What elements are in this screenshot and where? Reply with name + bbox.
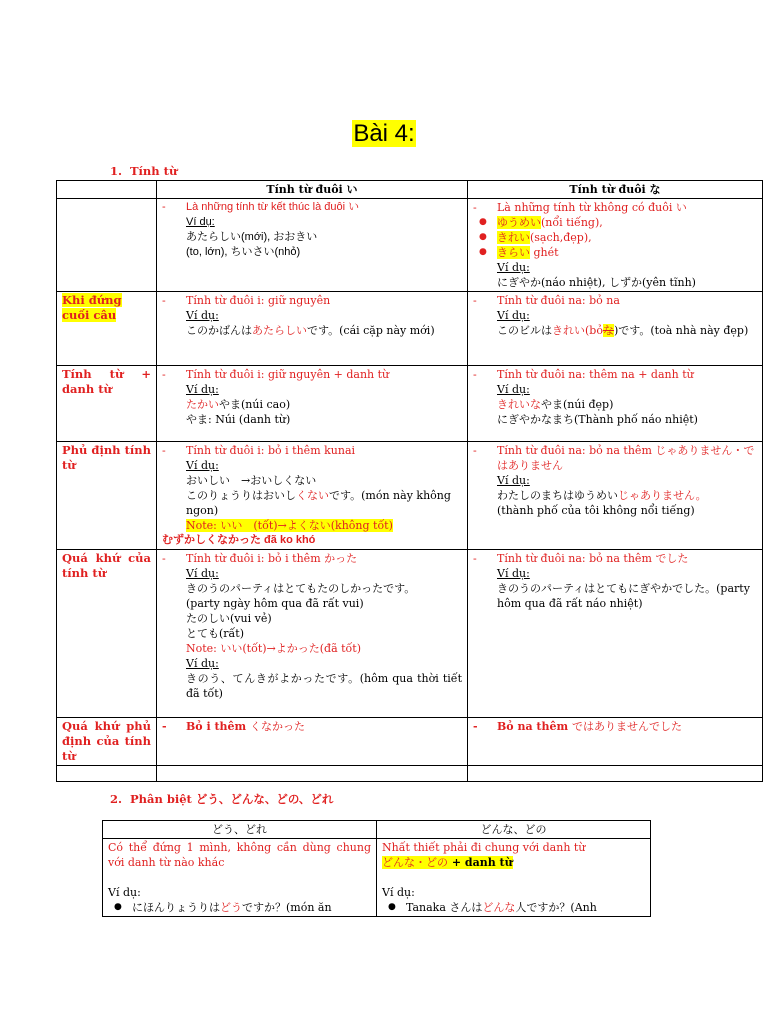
cell-na-negative: - Tính từ đuôi na: bỏ na thêm じゃありません・ではありません Ví dụ: わたしのまちはゆうめいじゃありません。 (thành phố của tôi không nổi tiếng)	[468, 442, 763, 550]
table-header-row	[57, 181, 763, 199]
adjective-table	[56, 180, 763, 782]
cell-na-definition: - Là những tính từ không có đuôi い ● ゆうめい(nổi tiếng), ● きれい(sạch,đẹp), ● きらい ghét Ví dụ: にぎやか(náo nhiệt), しずか(yên tĩnh)	[468, 199, 763, 292]
table-row-negative: Phủ định tính từ - Tính từ đuôi i: bỏ i thêm kunai Ví dụ: おいしい →おいしくない このりょうりはおいしくないです。(món này không ngon) Note: いい (tốt)→よくない(không tốt) むずかしくなかった đã ko khó - Tính từ đuôi na: bỏ na thêm じゃありません・ではありません Ví dụ: わたしのまちはゆうめいじゃありません。 (thành phố của tôi không nổi tiếng)	[57, 442, 763, 550]
cell-dou-dore: Có thể đứng 1 mình, không cần dùng chung với danh từ nào khác Ví dụ: ● にほんりょうりはどうですか？(món ăn	[103, 839, 377, 917]
cell-i-noun: - Tính từ đuôi i: giữ nguyên + danh từ Ví dụ: たかいやま(núi cao) やま: Núi (danh từ)	[157, 366, 468, 442]
table2-header-row	[103, 821, 651, 839]
cell-na-past: - Tính từ đuôi na: bỏ na thêm でした Ví dụ: きのうのパーティはとてもにぎやかでした。(party hôm qua đã rất náo nhiệt)	[468, 550, 763, 718]
table-row-past-negative: Quá khứ phủ định của tính từ - Bỏ i thêm くなかった - Bỏ na thêm ではありませんでした	[57, 718, 763, 766]
table-row-adjective-noun: Tính từ + danh từ - Tính từ đuôi i: giữ nguyên + danh từ Ví dụ: たかいやま(núi cao) やま: Núi (danh từ) - Tính từ đuôi na: thêm na + danh từ Ví dụ: きれいなやま(núi đẹp) にぎやかなまち(Thành phố náo nhiệt)	[57, 366, 763, 442]
cell-na-end: - Tính từ đuôi na: bỏ na Ví dụ: このビルはきれい(bỏな)です。(toà nhà này đẹp)	[468, 292, 763, 366]
table-row-definition	[57, 199, 763, 292]
cell-i-past: - Tính từ đuôi i: bỏ i thêm かった Ví dụ: きのうのパーティはとてもたのしかったです。 (party ngày hôm qua đã rất vui) たのしい(vui vẻ) とても(rất) Note: いい(tốt)→よかった(đã tốt) Ví dụ: きのう、てんきがよかったです。(hôm qua thời tiết đã tốt)	[157, 550, 468, 718]
section-2-heading: 2. Phân biệt どう、どんな、どの、どれ	[110, 792, 334, 806]
cell-na-past-negative: - Bỏ na thêm ではありませんでした	[468, 718, 763, 766]
cell-na-noun: - Tính từ đuôi na: thêm na + danh từ Ví dụ: きれいなやま(núi đẹp) にぎやかなまち(Thành phố náo nhiệt)	[468, 366, 763, 442]
col-dou-dore: どう、どれ	[103, 821, 377, 839]
cell-donna-dono: Nhất thiết phải đi chung với danh từ どんな・どの + danh từ Ví dụ: ● Tanaka さんはどんな人ですか？(Anh	[377, 839, 651, 917]
col-i-adjective: Tính từ đuôi い	[157, 181, 468, 199]
cell-i-definition: - Là những tính từ kết thúc là đuôi い Ví dụ: あたらしい(mới), おおきい (to, lớn), ちいさい(nhỏ)	[157, 199, 468, 292]
cell-i-end: - Tính từ đuôi i: giữ nguyên Ví dụ: このかばんはあたらしいです。(cái cặp này mới)	[157, 292, 468, 366]
cell-i-negative: - Tính từ đuôi i: bỏ i thêm kunai Ví dụ: おいしい →おいしくない このりょうりはおいしくないです。(món này không ngon) Note: いい (tốt)→よくない(không tốt) むずかしくなかった đã ko khó	[157, 442, 468, 550]
cell-i-past-negative: - Bỏ i thêm くなかった	[157, 718, 468, 766]
page-title: Bài 4:	[353, 120, 415, 147]
col-donna-dono: どんな、どの	[377, 821, 651, 839]
question-word-table	[102, 820, 651, 917]
table-row-past: Quá khứ của tính từ - Tính từ đuôi i: bỏ i thêm かった Ví dụ: きのうのパーティはとてもたのしかったです。 (party ngày hôm qua đã rất vui) たのしい(vui vẻ) とても(rất) Note: いい(tốt)→よかった(đã tốt) Ví dụ: きのう、てんきがよかったです。(hôm qua thời tiết đã tốt) - Tính từ đuôi na: bỏ na thêm でした Ví dụ: きのうのパーティはとてもにぎやかでした。(party hôm qua đã rất náo nhiệt)	[57, 550, 763, 718]
table2-content-row	[103, 839, 651, 917]
section-1-heading: 1. Tính từ	[110, 164, 178, 178]
col-na-adjective: Tính từ đuôi な	[468, 181, 763, 199]
table-row-end-of-sentence: Khi đứng cuối câu - Tính từ đuôi i: giữ nguyên Ví dụ: このかばんはあたらしいです。(cái cặp này mới) - Tính từ đuôi na: bỏ na Ví dụ: このビルはきれい(bỏな)です。(toà nhà này đẹp)	[57, 292, 763, 366]
table-row-empty	[57, 766, 763, 782]
